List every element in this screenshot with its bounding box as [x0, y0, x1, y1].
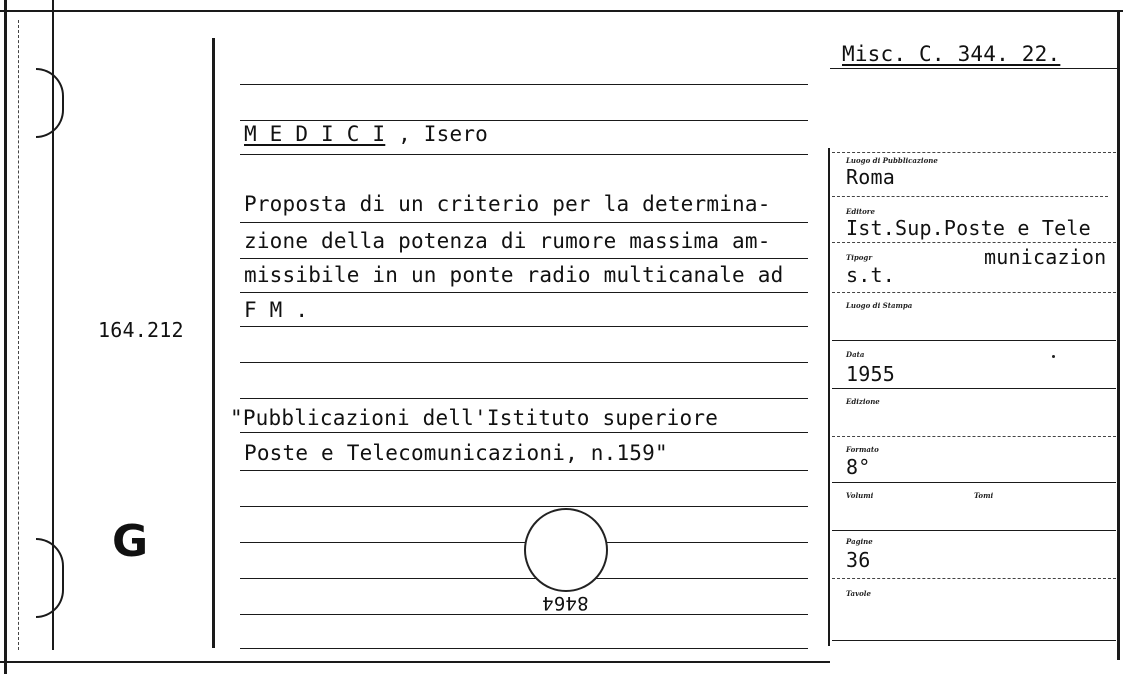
card-left-edge [4, 0, 7, 674]
field-rule-pages [832, 578, 1116, 579]
call-number: Misc. C. 344. 22. [842, 42, 1061, 66]
field-rule-print-place [832, 340, 1116, 341]
rule-11 [240, 470, 808, 471]
binding-notch-bottom [36, 538, 64, 618]
rule-9 [240, 398, 808, 399]
place-label: Luogo di Pubblicazione [846, 156, 938, 165]
classification-number: 164.212 [98, 318, 184, 342]
format-label: Formato [846, 445, 879, 454]
publisher-value-2: municazion [984, 245, 1107, 269]
plates-label: Tavole [846, 589, 871, 598]
title-line-3: missibile in un ponte radio multicanale ad [244, 263, 784, 287]
print-place-label: Luogo di Stampa [846, 301, 913, 310]
place-value: Roma [846, 165, 895, 189]
rule-8 [240, 362, 808, 363]
tomes-label: Tomi [974, 491, 994, 500]
series-line-1: "Pubblicazioni dell'Istituto superiore [230, 406, 719, 430]
field-rule-plates [832, 640, 1116, 641]
format-value: 8° [846, 455, 871, 479]
edition-label: Edizione [846, 397, 880, 406]
call-number-rule [830, 68, 1117, 69]
author-line [244, 122, 488, 146]
author-given-name: Isero [410, 122, 489, 146]
field-rule-place-top [832, 152, 1116, 153]
pages-label: Pagine [846, 537, 873, 546]
field-rule-format [832, 482, 1116, 483]
binding-notch-top [36, 68, 64, 138]
field-rule-date [832, 388, 1116, 389]
rule-16 [240, 648, 808, 649]
rule-15 [240, 614, 808, 615]
title-line-1: Proposta di un criterio per la determina- [244, 192, 771, 216]
field-rule-place [832, 196, 1108, 197]
field-rule-volumes [832, 530, 1116, 531]
date-value: 1955 [846, 362, 895, 386]
rule-1 [240, 84, 808, 85]
date-label: Data [846, 350, 865, 359]
volumes-label: Volumi [846, 491, 874, 500]
rule-10 [240, 432, 808, 433]
printer-label: Tipogr [846, 253, 873, 262]
author-separator: , [385, 122, 411, 146]
title-line-4: F M . [244, 298, 309, 322]
publisher-value-1: Ist.Sup.Poste e Tele [846, 216, 1091, 240]
rule-6 [240, 292, 808, 293]
title-line-2: zione della potenza di rumore massima am- [244, 229, 771, 253]
printer-value: s.t. [846, 263, 895, 287]
card-right-edge [1117, 10, 1120, 660]
right-column-divider [828, 148, 830, 646]
series-line-2: Poste e Telecomunicazioni, n.159" [244, 441, 668, 465]
rule-2 [240, 120, 808, 121]
pages-value: 36 [846, 548, 871, 572]
card-bottom-edge [0, 661, 830, 663]
field-rule-printer [832, 292, 1116, 293]
publisher-label: Editore [846, 207, 875, 216]
rule-7 [240, 326, 808, 327]
field-rule-edition [832, 436, 1116, 437]
left-edge-dots [18, 20, 19, 650]
rule-14 [240, 578, 808, 579]
rule-5 [240, 258, 808, 259]
ink-speck [1052, 355, 1055, 358]
author-surname: M E D I C I [244, 122, 386, 146]
rule-3 [240, 154, 808, 155]
field-rule-publisher [832, 242, 1116, 243]
shelf-letter: G [112, 516, 149, 567]
rule-4 [240, 222, 808, 223]
punch-hole [524, 508, 608, 592]
left-column-divider [212, 38, 215, 648]
rule-12 [240, 506, 808, 507]
stamp-number: 8464 [542, 592, 589, 614]
card-top-edge [0, 10, 1123, 12]
